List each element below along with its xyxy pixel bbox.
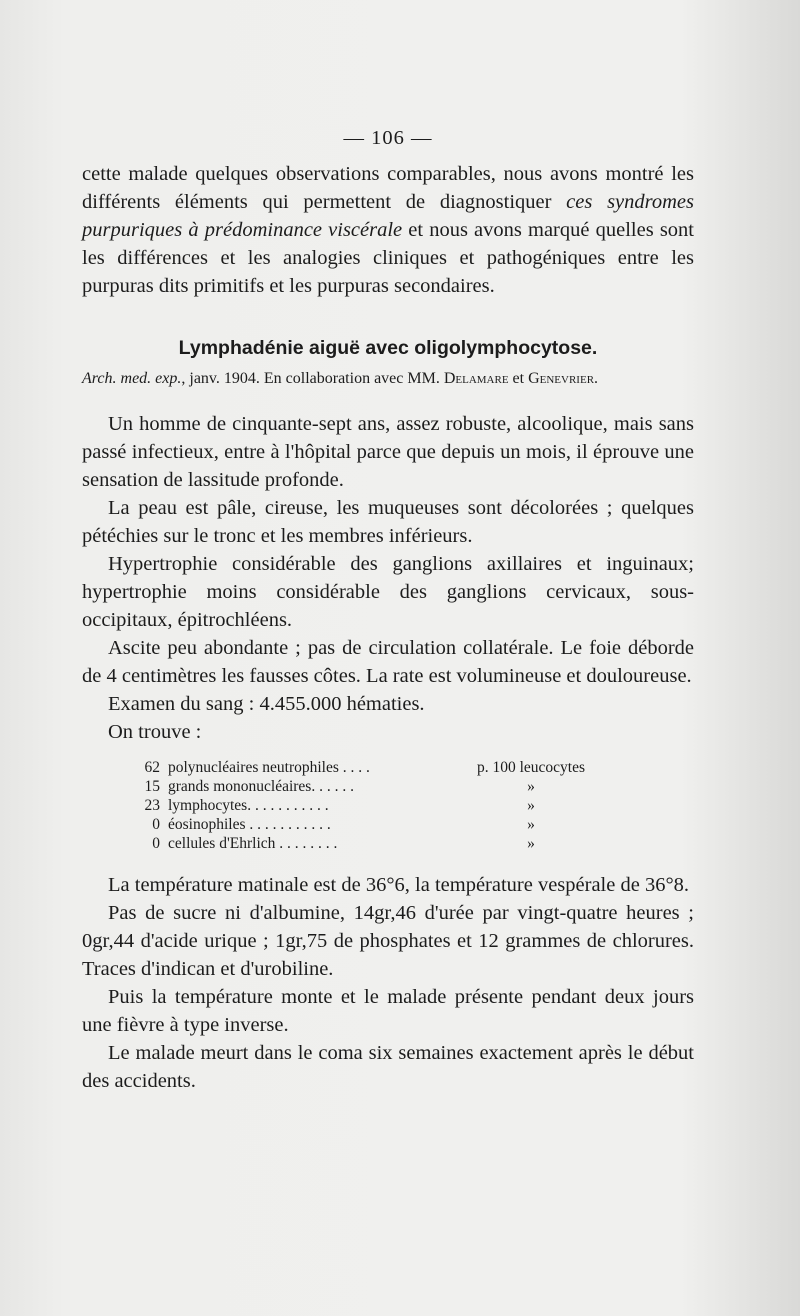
- body-paragraph: Examen du sang : 4.455.000 hématies.: [108, 693, 425, 715]
- count-unit: p. 100 leucocytes: [476, 759, 586, 776]
- count-value: 15: [144, 778, 160, 795]
- count-row: [130, 834, 630, 853]
- count-unit: »: [527, 816, 535, 833]
- body-paragraph: La peau est pâle, cireuse, les muqueuses sont décolorées ; quelques pétéchies sur le tronc et les membres inférieurs.: [82, 497, 694, 547]
- body-paragraph: La température matinale est de 36°6, la température vespérale de 36°8.: [108, 874, 690, 896]
- count-label: cellules d'Ehrlich . . . . . . . .: [168, 835, 338, 852]
- body-paragraph: Pas de sucre ni d'albumine, 14gr,46 d'urée par vingt-quatre heures ; 0gr,44 d'acide urique ; 1gr,75 de phosphates et 12 grammes de chlorures. Traces d'indican et d'urobiline.: [82, 902, 694, 980]
- count-value: 23: [144, 797, 160, 814]
- count-value: 62: [144, 759, 160, 776]
- body-paragraph: On trouve :: [108, 721, 202, 743]
- intro-text-after: et nous avons marqué quelles sont les différences et les analogies cliniques et pathogéniques entre les purpuras dits primitifs et les purpuras secondaires.: [82, 219, 694, 297]
- page-content: [82, 124, 694, 1095]
- count-row: [130, 758, 630, 777]
- citation-and: et: [508, 370, 529, 387]
- count-row: [130, 777, 630, 796]
- count-row: [130, 796, 630, 815]
- leukocyte-count-table: [130, 758, 630, 853]
- citation-end: .: [594, 370, 599, 387]
- body-paragraph: Ascite peu abondante ; pas de circulation collatérale. Le foie déborde de 4 centimètres les fausses côtes. La rate est volumineuse et douloureuse.: [82, 637, 694, 687]
- intro-text-before: cette malade quelques observations comparables, nous avons montré les différents éléments qui permettent de diagnostiquer: [82, 163, 694, 213]
- count-row: [130, 815, 630, 834]
- count-label: grands mononucléaires. . . . . .: [168, 778, 354, 795]
- citation-author-1: Delamare: [443, 370, 509, 387]
- count-value: 0: [152, 816, 160, 833]
- intro-paragraph: [82, 160, 694, 300]
- count-label: éosinophiles . . . . . . . . . . .: [168, 816, 331, 833]
- body-paragraph: Le malade meurt dans le coma six semaines exactement après le début des accidents.: [82, 1042, 694, 1092]
- count-unit: »: [527, 797, 535, 814]
- body-paragraph: Un homme de cinquante-sept ans, assez robuste, alcoolique, mais sans passé infectieux, entre à l'hôpital parce que depuis un mois, il éprouve une sensation de lassitude profonde.: [82, 413, 694, 491]
- count-label: lymphocytes. . . . . . . . . . .: [168, 797, 329, 814]
- count-unit: »: [527, 835, 535, 852]
- section-title: Lymphadénie aiguë avec oligolymphocytose.: [178, 337, 598, 359]
- body-paragraph: Puis la température monte et le malade présente pendant deux jours une fièvre à type inverse.: [82, 986, 694, 1036]
- intro-italic: ces syndromes purpuriques à prédominance viscérale: [82, 191, 694, 241]
- count-value: 0: [152, 835, 160, 852]
- citation-author-2: Genevrier: [528, 370, 595, 387]
- count-label: polynucléaires neutrophiles . . . .: [168, 759, 370, 776]
- count-unit: »: [527, 778, 535, 795]
- body-paragraph: Hypertrophie considérable des ganglions axillaires et inguinaux; hypertrophie moins considérable des ganglions cervicaux, sous-occipitaux, épitrochléens.: [82, 553, 694, 631]
- citation-date: , janv. 1904. En collaboration avec MM.: [181, 370, 444, 387]
- citation-journal: Arch. med. exp.: [82, 370, 182, 387]
- page-number: — 106 —: [343, 127, 433, 149]
- citation: [82, 368, 694, 390]
